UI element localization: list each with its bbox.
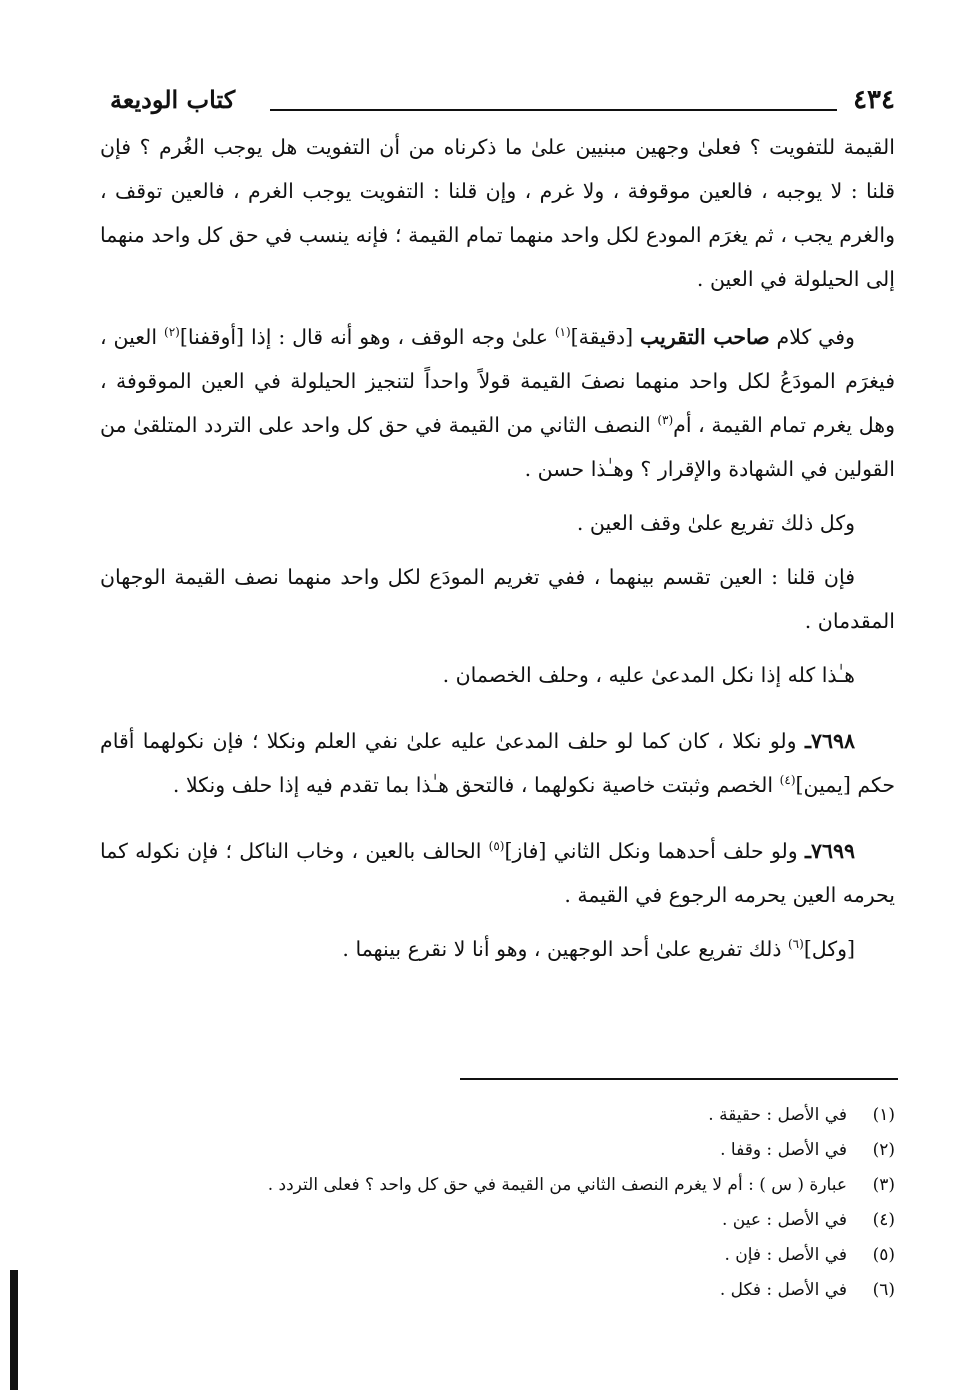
issue-number-7698: ٧٦٩٨ـ <box>804 729 855 753</box>
footnotes <box>150 1098 895 1308</box>
paragraph-2-part-a: وفي كلام <box>776 325 855 349</box>
paragraph-2-part-b: [دقيقة] <box>570 325 634 349</box>
footnote-5 <box>150 1238 895 1273</box>
footnote-mark: (١) <box>872 1105 895 1125</box>
running-title: كتاب الوديعة <box>110 85 236 114</box>
paragraph-6-part-b: الخصم وثبتت خاصية نكولهما ، فالتحق هـٰذا بما تقدم فيه إذا حلف ونكلا . <box>172 773 774 797</box>
footnote-mark: (٣) <box>872 1175 895 1195</box>
paragraph-2-part-c: علىٰ وجه الوقف ، وهو أنه قال : إذا [أوقفنا] <box>179 325 548 349</box>
paragraph-4: فإن قلنا : العين تقسم بينهما ، ففي تغريم المودَع لكل واحد منهما نصف القيمة الوجهان المقدمان . <box>100 565 895 633</box>
footnote-text: عبارة ( س ) : أم لا يغرم النصف الثاني من القيمة في حق كل واحد ؟ فعلى التردد . <box>267 1175 847 1195</box>
footnote-ref-2: (٢) <box>164 325 180 340</box>
footnote-text: في الأصل : فكل . <box>719 1280 847 1300</box>
footnote-4 <box>150 1203 895 1238</box>
footnote-ref-5: (٥) <box>488 839 505 854</box>
paragraph-6 <box>100 719 895 807</box>
paragraph-8-part-a: [وكل] <box>803 937 855 961</box>
page-number: ٤٣٤ <box>853 85 895 115</box>
author-name-sahib-al-taqrib: صاحب التقريب <box>640 325 770 349</box>
footnote-text: في الأصل : عين . <box>722 1210 847 1230</box>
footnote-mark: (٤) <box>872 1210 895 1230</box>
footnote-text: في الأصل : حقيقة . <box>708 1105 847 1125</box>
footnote-mark: (٢) <box>872 1140 895 1160</box>
footnote-ref-3: (٣) <box>657 413 674 428</box>
paragraph-2 <box>100 315 895 491</box>
paragraph-2-part-e: النصف الثاني من القيمة في حق كل واحد على التردد المتلقىٰ من القولين في الشهادة والإقرار ؟ وهـٰذا حسن . <box>100 413 895 481</box>
paragraph-8-part-b: ذلك تفريع علىٰ أحد الوجهين ، وهو أنا لا نقرع بينهما . <box>342 937 782 961</box>
header-rule <box>270 109 837 111</box>
footnote-text: في الأصل : وقفا . <box>720 1140 847 1160</box>
scan-edge-mark <box>10 1270 18 1390</box>
footnote-separator <box>460 1078 898 1080</box>
paragraph-7-part-b: الحالف بالعين ، وخاب الناكل ؛ فإن نكوله كما يحرمه العين يحرمه الرجوع في القيمة . <box>100 839 895 907</box>
paragraph-1: القيمة للتفويت ؟ فعلىٰ وجهين مبنيين علىٰ ما ذكرناه من أن التفويت هل يوجب الغُرم ؟ فإن قلنا : لا يوجبه ، فالعين موقوفة ، ولا غرم ، وإن قلنا : التفويت يوجب الغرم ، فالعين توقف ، والغرم يجب ، ثم يغرَم المودع لكل واحد منهما تمام القيمة ؛ فإنه ينسب في حق كل واحد منهما إلى الحيلولة في العين . <box>100 135 895 291</box>
paragraph-6-part-a: ولو نكلا ، كان كما لو حلف المدعىٰ عليه علىٰ نفي العلم ونكلا ؛ فإن نكولهما أقام حكم [يمين] <box>100 729 895 797</box>
paragraph-7-part-a: ولو حلف أحدهما ونكل الثاني [فاز] <box>504 839 798 863</box>
paragraph-5: هـٰذا كله إذا نكل المدعىٰ عليه ، وحلف الخصمان . <box>442 663 855 687</box>
body-text <box>100 125 895 971</box>
issue-number-7699: ٧٦٩٩ـ <box>804 839 855 863</box>
footnote-ref-1: (١) <box>554 325 571 340</box>
footnote-2 <box>150 1133 895 1168</box>
paragraph-7 <box>100 829 895 917</box>
footnote-mark: (٥) <box>872 1245 895 1265</box>
page-header <box>110 80 895 120</box>
footnote-mark: (٦) <box>872 1280 895 1300</box>
paragraph-2-part-d: العين ، فيغرَم المودَعُ لكل واحد منهما نصفَ القيمة قولاً واحداً لتنجيز الحيلولة في العين الموقوفة ، وهل يغرم تمام القيمة ، أم <box>100 325 895 437</box>
footnote-6 <box>150 1273 895 1308</box>
footnote-ref-4: (٤) <box>779 773 796 788</box>
paragraph-3: وكل ذلك تفريع علىٰ وقف العين . <box>576 511 855 535</box>
footnote-text: في الأصل : فإن . <box>724 1245 847 1265</box>
paragraph-8 <box>100 927 895 971</box>
footnote-ref-6: (٦) <box>787 937 804 952</box>
footnote-3 <box>150 1168 895 1203</box>
footnote-1 <box>150 1098 895 1133</box>
